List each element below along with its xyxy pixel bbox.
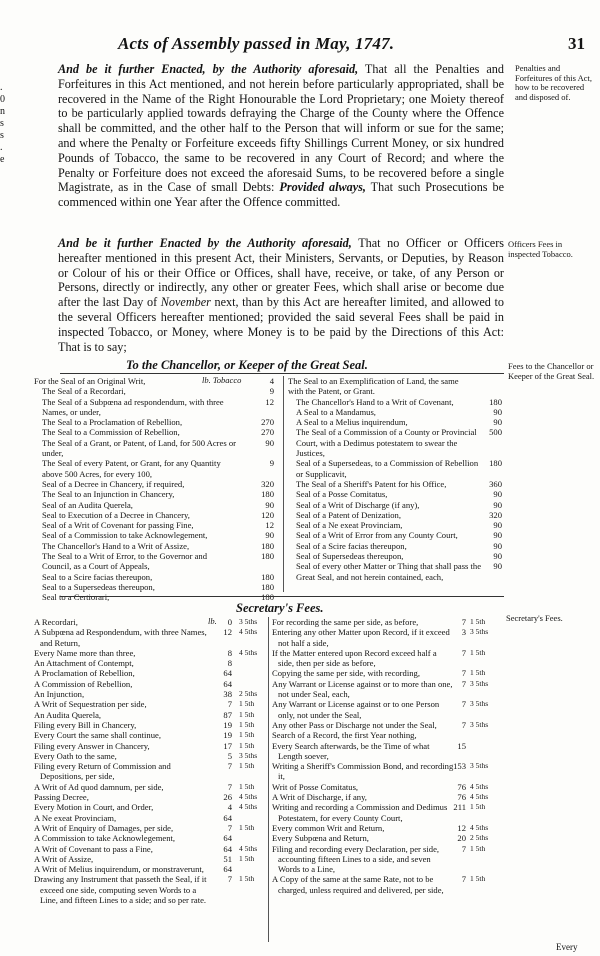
fee-pounds: 19 (223, 730, 232, 741)
fee-description: Every Motion in Court, and Order, (34, 802, 154, 813)
fee-pounds: 7 (461, 874, 466, 885)
fee-row (272, 668, 506, 678)
fee-description: A Writ of Sequestration per side, (34, 699, 147, 710)
fee-description: Every Subpœna and Return, (272, 833, 369, 844)
fee-row (288, 427, 502, 458)
fee-row (34, 874, 266, 905)
fee-amount: 90 (493, 406, 502, 417)
fee-description: The Seal of a Commission of a County or Provincial Court, with a Dedimus potestatem to swear the Justices, (296, 427, 477, 459)
fee-row (272, 679, 506, 700)
fee-row (34, 648, 266, 658)
fee-fraction: 4 5ths (470, 792, 489, 802)
para2-text-b: next, than by this Act are hereafter limited, and allowed to the several Officers hereafter mentioned; provided the said several Fees shall be paid in inspected Tobacco, or Money, where Money is to be paid by the Directions of this Act: That is to say; (58, 295, 505, 354)
fee-row (34, 551, 274, 572)
fee-description: Entering any other Matter upon Record, if it exceed not half a side, (272, 627, 450, 648)
fee-amount: 320 (489, 509, 502, 520)
chancellor-left-column (34, 376, 274, 603)
fee-description: Seal of a Decree in Chancery, if required, (42, 478, 185, 489)
fee-description: A Proclamation of Rebellion, (34, 668, 135, 679)
fee-row (34, 572, 274, 582)
fee-row (272, 617, 506, 627)
fee-fraction: 1 5th (239, 822, 255, 832)
fee-row (34, 500, 274, 510)
fee-description: The Seal to a Commission of Rebellion, (42, 427, 180, 438)
fee-description: Filing every Return of Commission and Depositions, per side, (34, 761, 171, 782)
fee-pounds: 7 (461, 617, 466, 627)
fee-pounds: 76 (457, 781, 466, 792)
gutter-fragment: s (0, 118, 4, 129)
fee-description: Passing Decree, (34, 792, 89, 803)
fee-row (34, 730, 266, 740)
fee-row (288, 520, 502, 530)
fee-row (34, 397, 274, 418)
fee-fraction: 3 5ths (470, 719, 489, 729)
fee-amount: 270 (261, 427, 274, 438)
fee-fraction: 4 5ths (470, 822, 489, 832)
fee-amount: 90 (493, 417, 502, 428)
fee-pounds: 64 (223, 678, 232, 689)
fee-description: A Writ of Ad quod damnum, per side, (34, 781, 164, 792)
fee-row (272, 730, 506, 740)
fee-amount: 90 (493, 520, 502, 531)
chancellor-margin-note: Fees to the Chancellor or Keeper of the Great Seal. (508, 361, 595, 381)
fee-row (34, 710, 266, 720)
fee-pounds: 7 (461, 719, 466, 730)
fee-row (34, 458, 274, 479)
fee-description: Search of a Record, the first Year nothing, (272, 730, 417, 741)
secretary-left-column (34, 617, 266, 905)
fee-amount: 180 (261, 592, 274, 603)
fee-description: An Audita Querela, (34, 709, 102, 720)
paragraph-penalties (58, 62, 504, 210)
fee-fraction: 3 5ths (470, 627, 489, 637)
fee-amount: 90 (265, 530, 274, 541)
fee-pounds: 7 (461, 647, 466, 658)
fee-row (34, 427, 274, 437)
fee-fraction: 4 5ths (239, 792, 258, 802)
fee-fraction: 1 5th (239, 730, 255, 740)
fee-amount: 90 (493, 489, 502, 500)
fee-description: An Injunction, (34, 689, 85, 700)
fee-amount: 270 (261, 417, 274, 428)
fee-pounds: 17 (223, 740, 232, 751)
fee-fraction: 1 5th (470, 668, 486, 678)
fee-description: A Recordari, (34, 617, 78, 627)
fee-fraction: 4 5ths (239, 647, 258, 657)
fee-pounds: 64 (223, 812, 232, 823)
fee-row (34, 530, 274, 540)
fee-row (288, 561, 502, 582)
fee-row (288, 541, 502, 551)
fee-description: The Seal to a Writ of Error, to the Governor and Council, as a Court of Appeals, (42, 551, 208, 572)
fee-description: For the Seal of an Original Writ, (34, 376, 146, 386)
fee-pounds: 3 (461, 627, 466, 638)
para2-lead: And be it further Enacted by the Authority aforesaid, (58, 236, 352, 250)
fee-row (34, 520, 274, 530)
fee-description: If the Matter entered upon Record exceed half a side, then per side as before, (272, 647, 437, 669)
fee-pounds: 7 (227, 781, 232, 792)
fee-description: Seal to a Scire facias thereupon, (42, 571, 153, 582)
fee-row (34, 823, 266, 833)
fee-fraction: 3 5ths (470, 761, 489, 771)
fee-row (34, 438, 274, 459)
fee-description: An Attachment of Contempt, (34, 658, 134, 669)
para2-text-a: That no Officer or Officers hereafter mentioned in this present Act, their Ministers, Servants, or Deputies, by Reason or Colour of his or their Office or Offices, shall have, receive, or take, of any Person or Persons, directly or indirectly, any other or greater Fees, which shall arise or become due after the last Day of (58, 236, 504, 310)
secretary-top-rule (60, 596, 504, 597)
fee-pounds: 7 (227, 699, 232, 710)
fee-description: Any Warrant or License against or to one Person only, not under the Seal, (272, 699, 440, 720)
chancellor-right-column (288, 376, 502, 582)
fee-fraction: 1 5th (470, 802, 486, 812)
fee-pounds: 7 (461, 843, 466, 854)
fee-row (288, 417, 502, 427)
fee-description: A Subpœna ad Respondendum, with three Names, and Return, (34, 627, 207, 648)
fee-description: Seal of a Ne exeat Provinciam, (296, 520, 403, 531)
secretary-title: Secretary's Fees. (236, 601, 324, 615)
fee-pounds: 4 (227, 802, 232, 813)
fee-description: A Writ of Discharge, if any, (272, 792, 367, 803)
fee-fraction: 1 5th (239, 853, 255, 863)
fee-pounds: 64 (223, 843, 232, 854)
fee-fraction: 3 5ths (239, 617, 258, 626)
fee-amount: 90 (265, 437, 274, 448)
fee-description: Seal to a Certiorari, (42, 592, 110, 603)
fee-amount: 90 (493, 551, 502, 562)
fee-description: The Seal of every Patent, or Grant, for any Quantity above 500 Acres, for every 100, (42, 458, 221, 479)
fee-description: For recording the same per side, as before, (272, 617, 419, 627)
chancellor-unit-label: lb. Tobacco (202, 375, 242, 385)
fee-row (34, 699, 266, 709)
fee-row (288, 551, 502, 561)
fee-amount: 12 (265, 396, 274, 407)
fee-row (288, 397, 502, 407)
fee-fraction: 1 5th (239, 709, 255, 719)
fee-amount: 9 (269, 386, 274, 397)
fee-description: Every common Writ and Return, (272, 822, 385, 833)
fee-description: Seal of every other Matter or Thing that shall pass the Great Seal, and not herein contained, each, (296, 561, 482, 582)
fee-fraction: 1 5th (239, 761, 255, 771)
paragraph-officers-fees (58, 236, 504, 354)
fee-description: Seal to a Supersedeas thereupon, (42, 581, 155, 592)
fee-description: A Copy of the same at the same Rate, not to be charged, unless required and delivered, per side, (272, 874, 444, 895)
fee-description: The Seal to a Proclamation of Rebellion, (42, 417, 183, 428)
fee-row (34, 761, 266, 782)
fee-row (34, 844, 266, 854)
fee-amount: 180 (261, 551, 274, 562)
fee-row (34, 741, 266, 751)
fee-description: Writing and recording a Commission and Dedimus Potestatem, for every County Court, (272, 802, 448, 823)
fee-fraction: 1 5th (239, 874, 255, 884)
fee-row (288, 407, 502, 417)
gutter-fragment: s (0, 130, 4, 141)
fee-amount: 12 (265, 520, 274, 531)
fee-pounds: 5 (227, 750, 232, 761)
fee-amount: 90 (493, 540, 502, 551)
fee-amount: 180 (489, 396, 502, 407)
fee-pounds: 26 (223, 792, 232, 803)
gutter-fragment: . (0, 142, 3, 153)
fee-row (272, 823, 506, 833)
fee-description: The Seal of a Sheriff's Patent for his Office, (296, 478, 447, 489)
gutter-fragments (0, 70, 10, 166)
fee-row (272, 720, 506, 730)
fee-fraction: 3 5ths (470, 678, 489, 688)
fee-row (288, 489, 502, 499)
fee-pounds: 12 (457, 822, 466, 833)
fee-description: Every Name more than three, (34, 647, 136, 658)
fee-row (272, 833, 506, 843)
fee-row (34, 854, 266, 864)
fee-description: Any Warrant or License against or to more than one, not under Seal, each, (272, 678, 453, 700)
fee-description: Seal of a Supersedeas, to a Commission of Rebellion or Supplicavit, (296, 458, 479, 479)
fee-amount: 180 (261, 540, 274, 551)
fee-pounds: 153 (453, 761, 466, 772)
fee-fraction: 4 5ths (470, 781, 489, 791)
fee-row (272, 699, 506, 720)
gutter-fragment: e (0, 154, 5, 165)
fee-description: Filing and recording every Declaration, per side, accounting fifteen Lines to a side, and seven Words to a Line, (272, 843, 440, 875)
fee-row (34, 658, 266, 668)
fee-pounds: 64 (223, 864, 232, 875)
page-number: 31 (568, 34, 585, 53)
fee-fraction: 1 5th (239, 719, 255, 729)
fee-fraction: 1 5th (239, 781, 255, 791)
fee-pounds: 7 (461, 699, 466, 710)
running-header (0, 34, 600, 56)
fee-description: The Seal of a Recordari, (42, 386, 126, 397)
fee-amount: 90 (493, 530, 502, 541)
fee-amount: 180 (261, 571, 274, 582)
fee-amount: 120 (261, 509, 274, 520)
gutter-fragment: 0 (0, 94, 5, 105)
fee-description: Seal of a Patent of Denization, (296, 509, 402, 520)
fee-description: Seal of a Writ of Discharge (if any), (296, 499, 420, 510)
gutter-fragment (0, 70, 10, 82)
fee-pounds: 19 (223, 719, 232, 730)
fee-row (34, 751, 266, 761)
fee-row (288, 458, 502, 479)
fee-row (272, 761, 506, 782)
margin-note-penalties: Penalties and Forfeitures of this Act, how to be recovered and disposed of. (515, 63, 592, 102)
fee-amount: 4 (269, 376, 274, 386)
fee-row (34, 627, 266, 648)
fee-description: Drawing any Instrument that passeth the Seal, if it exceed one side, computing seven Words to a Line, and fifteen Lines to a side; and so per rate. (34, 874, 207, 906)
fee-description: Writ of Posse Comitatus, (272, 781, 359, 792)
fee-fraction: 4 5ths (239, 802, 258, 812)
fee-row (272, 741, 506, 762)
fee-description: Seal of a Writ of Covenant for passing Fine, (42, 520, 194, 531)
fee-row (34, 510, 274, 520)
fee-description: The Chancellor's Hand to a Writ of Assize, (42, 540, 190, 551)
fee-description: Filing every Bill in Chancery, (34, 719, 137, 730)
fee-fraction: 1 5th (239, 740, 255, 750)
fee-pounds: 51 (223, 853, 232, 864)
fee-description: Seal of a Writ of Error from any County Court, (296, 530, 458, 541)
fee-description: Seal of a Commission to take Acknowlegement, (42, 530, 208, 541)
fee-amount: 500 (489, 427, 502, 438)
fee-fraction: 1 5th (239, 699, 255, 709)
fee-description: A Writ of Melius inquirendum, or monstraverunt, (34, 864, 204, 875)
fee-fraction: 4 5ths (239, 843, 258, 853)
fee-amount: 180 (489, 458, 502, 469)
fee-description: A Commission of Rebellion, (34, 678, 133, 689)
fee-description: Any other Pass or Discharge not under the Seal, (272, 719, 437, 730)
fee-pounds: 15 (457, 740, 466, 751)
fee-row (34, 782, 266, 792)
fee-description: Every Oath to the same, (34, 750, 117, 761)
fee-row (34, 679, 266, 689)
para1-lead: And be it further Enacted, by the Authority aforesaid, (58, 62, 359, 76)
fee-row (34, 833, 266, 843)
fee-row (34, 541, 274, 551)
fee-row (34, 792, 266, 802)
fee-description: A Ne exeat Provinciam, (34, 812, 117, 823)
fee-row (288, 510, 502, 520)
fee-pounds: 87 (223, 709, 232, 720)
fee-description: The Seal to an Injunction in Chancery, (42, 489, 175, 500)
fee-pounds: 0 (227, 617, 232, 627)
fee-description: Filing every Answer in Chancery, (34, 740, 150, 751)
fee-row (34, 668, 266, 678)
fee-pounds: 64 (223, 668, 232, 679)
fee-row (34, 802, 266, 812)
fee-description: The Seal of a Subpœna ad respondendum, with three Names, or under, (42, 396, 224, 417)
fee-pounds: 7 (227, 822, 232, 833)
fee-fraction: 1 5th (470, 647, 486, 657)
fee-row (34, 813, 266, 823)
fee-row (34, 582, 274, 592)
fee-fraction: 4 5ths (239, 627, 258, 637)
fee-row (34, 417, 274, 427)
fee-description: A Seal to a Mandamus, (296, 406, 376, 417)
secretary-margin-note: Secretary's Fees. (506, 613, 563, 623)
fee-row (288, 500, 502, 510)
fee-row (288, 376, 502, 397)
secretary-right-column (272, 617, 506, 895)
fee-description: Seal of a Scire facias thereupon, (296, 540, 407, 551)
fee-description: Seal of Supersedeas thereupon, (296, 551, 404, 562)
fee-amount: 9 (269, 458, 274, 469)
fee-row (272, 792, 506, 802)
fee-description: Every Court the same shall continue, (34, 730, 161, 741)
fee-fraction: 3 5ths (239, 750, 258, 760)
fee-row (272, 874, 506, 895)
fee-row (272, 844, 506, 875)
fee-amount: 320 (261, 478, 274, 489)
fee-description: Writing a Sheriff's Commission Bond, and recording it, (272, 761, 454, 782)
fee-row (34, 386, 274, 396)
fee-description: Seal of a Posse Comitatus, (296, 489, 388, 500)
fee-description: A Seal to a Melius inquirendum, (296, 417, 408, 428)
fee-description: The Seal of a Grant, or Patent, of Land, for 500 Acres or under, (42, 437, 237, 459)
secretary-unit-label: lb. (208, 616, 217, 626)
fee-description: A Commission to take Acknowlegement, (34, 833, 176, 844)
fee-pounds: 20 (457, 833, 466, 844)
fee-description: The Chancellor's Hand to a Writ of Covenant, (296, 396, 454, 407)
fee-amount: 90 (493, 499, 502, 510)
fee-row (34, 720, 266, 730)
fee-row (34, 617, 266, 627)
fee-pounds: 12 (223, 627, 232, 638)
fee-description: Every Search afterwards, be the Time of what Length soever, (272, 740, 430, 761)
fee-pounds: 7 (227, 874, 232, 885)
fee-pounds: 7 (461, 678, 466, 689)
fee-row (272, 648, 506, 669)
fee-pounds: 7 (227, 761, 232, 772)
fee-description: The Seal to an Exemplification of Land, the same with the Patent, or Grant. (288, 376, 459, 397)
fee-row (288, 479, 502, 489)
fee-row (34, 864, 266, 874)
para1-text-a: That all the Penalties and Forfeitures in this Act mentioned, and not herein before particularly appropriated, shall be recovered in the Name of the Right Honourable the Lord Proprietary; one Moiety thereof to be particularly applied towards defraying the Charge of the County where the Offence shall be committed, and the other half to the Person that will inform or sue for the same; and where the Penalty or Forfeiture exceeds fifty Shillings Current Money, or six hundred Pounds of Tobacco, the same to be recovered in any Court of Record; and where the Penalty or Forfeiture does not exceed the aforesaid Sums, to be recovered before a single Magistrate, as in the Case of small Debts: (58, 62, 504, 195)
fee-fraction: 1 5th (470, 874, 486, 884)
fee-amount: 90 (493, 561, 502, 572)
fee-pounds: 38 (223, 689, 232, 700)
margin-note-officers-fees: Officers Fees in inspected Tobacco. (508, 239, 573, 259)
para2-month: November (160, 295, 211, 310)
fee-fraction: 3 5ths (470, 699, 489, 709)
fee-pounds: 211 (453, 802, 466, 813)
fee-pounds: 7 (461, 668, 466, 679)
fee-row (288, 530, 502, 540)
catchword: Every (556, 942, 578, 952)
para1-text-b: That such Prosecutions be commenced within one Year after the Offence committed. (58, 180, 504, 210)
fee-description: A Writ of Assize, (34, 853, 94, 864)
fee-row (272, 627, 506, 648)
fee-description: Copying the same per side, with recording, (272, 668, 420, 679)
fee-row (34, 479, 274, 489)
fee-pounds: 8 (227, 658, 232, 669)
fee-description: Seal of an Audita Querela, (42, 499, 133, 510)
header-title: Acts of Assembly passed in May, 1747. (118, 34, 395, 53)
gutter-fragment: n (0, 106, 5, 117)
fee-row (34, 376, 274, 386)
fee-fraction: 1 5th (470, 843, 486, 853)
fee-fraction: 2 5ths (470, 833, 489, 843)
chancellor-column-divider (283, 376, 284, 592)
fee-pounds: 76 (457, 792, 466, 803)
fee-description: A Writ of Enquiry of Damages, per side, (34, 822, 174, 833)
fee-amount: 360 (489, 478, 502, 489)
fee-amount: 180 (261, 489, 274, 500)
fee-amount: 180 (261, 581, 274, 592)
fee-pounds: 64 (223, 833, 232, 844)
chancellor-rule (60, 373, 504, 374)
fee-row (272, 782, 506, 792)
secretary-column-divider (268, 617, 269, 942)
fee-description: Seal to Execution of a Decree in Chancery, (42, 509, 190, 520)
para1-proviso: Provided always, (279, 180, 366, 195)
fee-row (34, 689, 266, 699)
fee-fraction: 2 5ths (239, 689, 258, 699)
fee-amount: 90 (265, 499, 274, 510)
fee-row (34, 489, 274, 499)
fee-fraction: 1 5th (470, 617, 486, 626)
chancellor-title: To the Chancellor, or Keeper of the Great Seal. (126, 358, 368, 372)
fee-pounds: 8 (227, 647, 232, 658)
fee-description: A Writ of Covenant to pass a Fine, (34, 843, 153, 854)
gutter-fragment: . (0, 82, 3, 93)
fee-row (272, 802, 506, 823)
